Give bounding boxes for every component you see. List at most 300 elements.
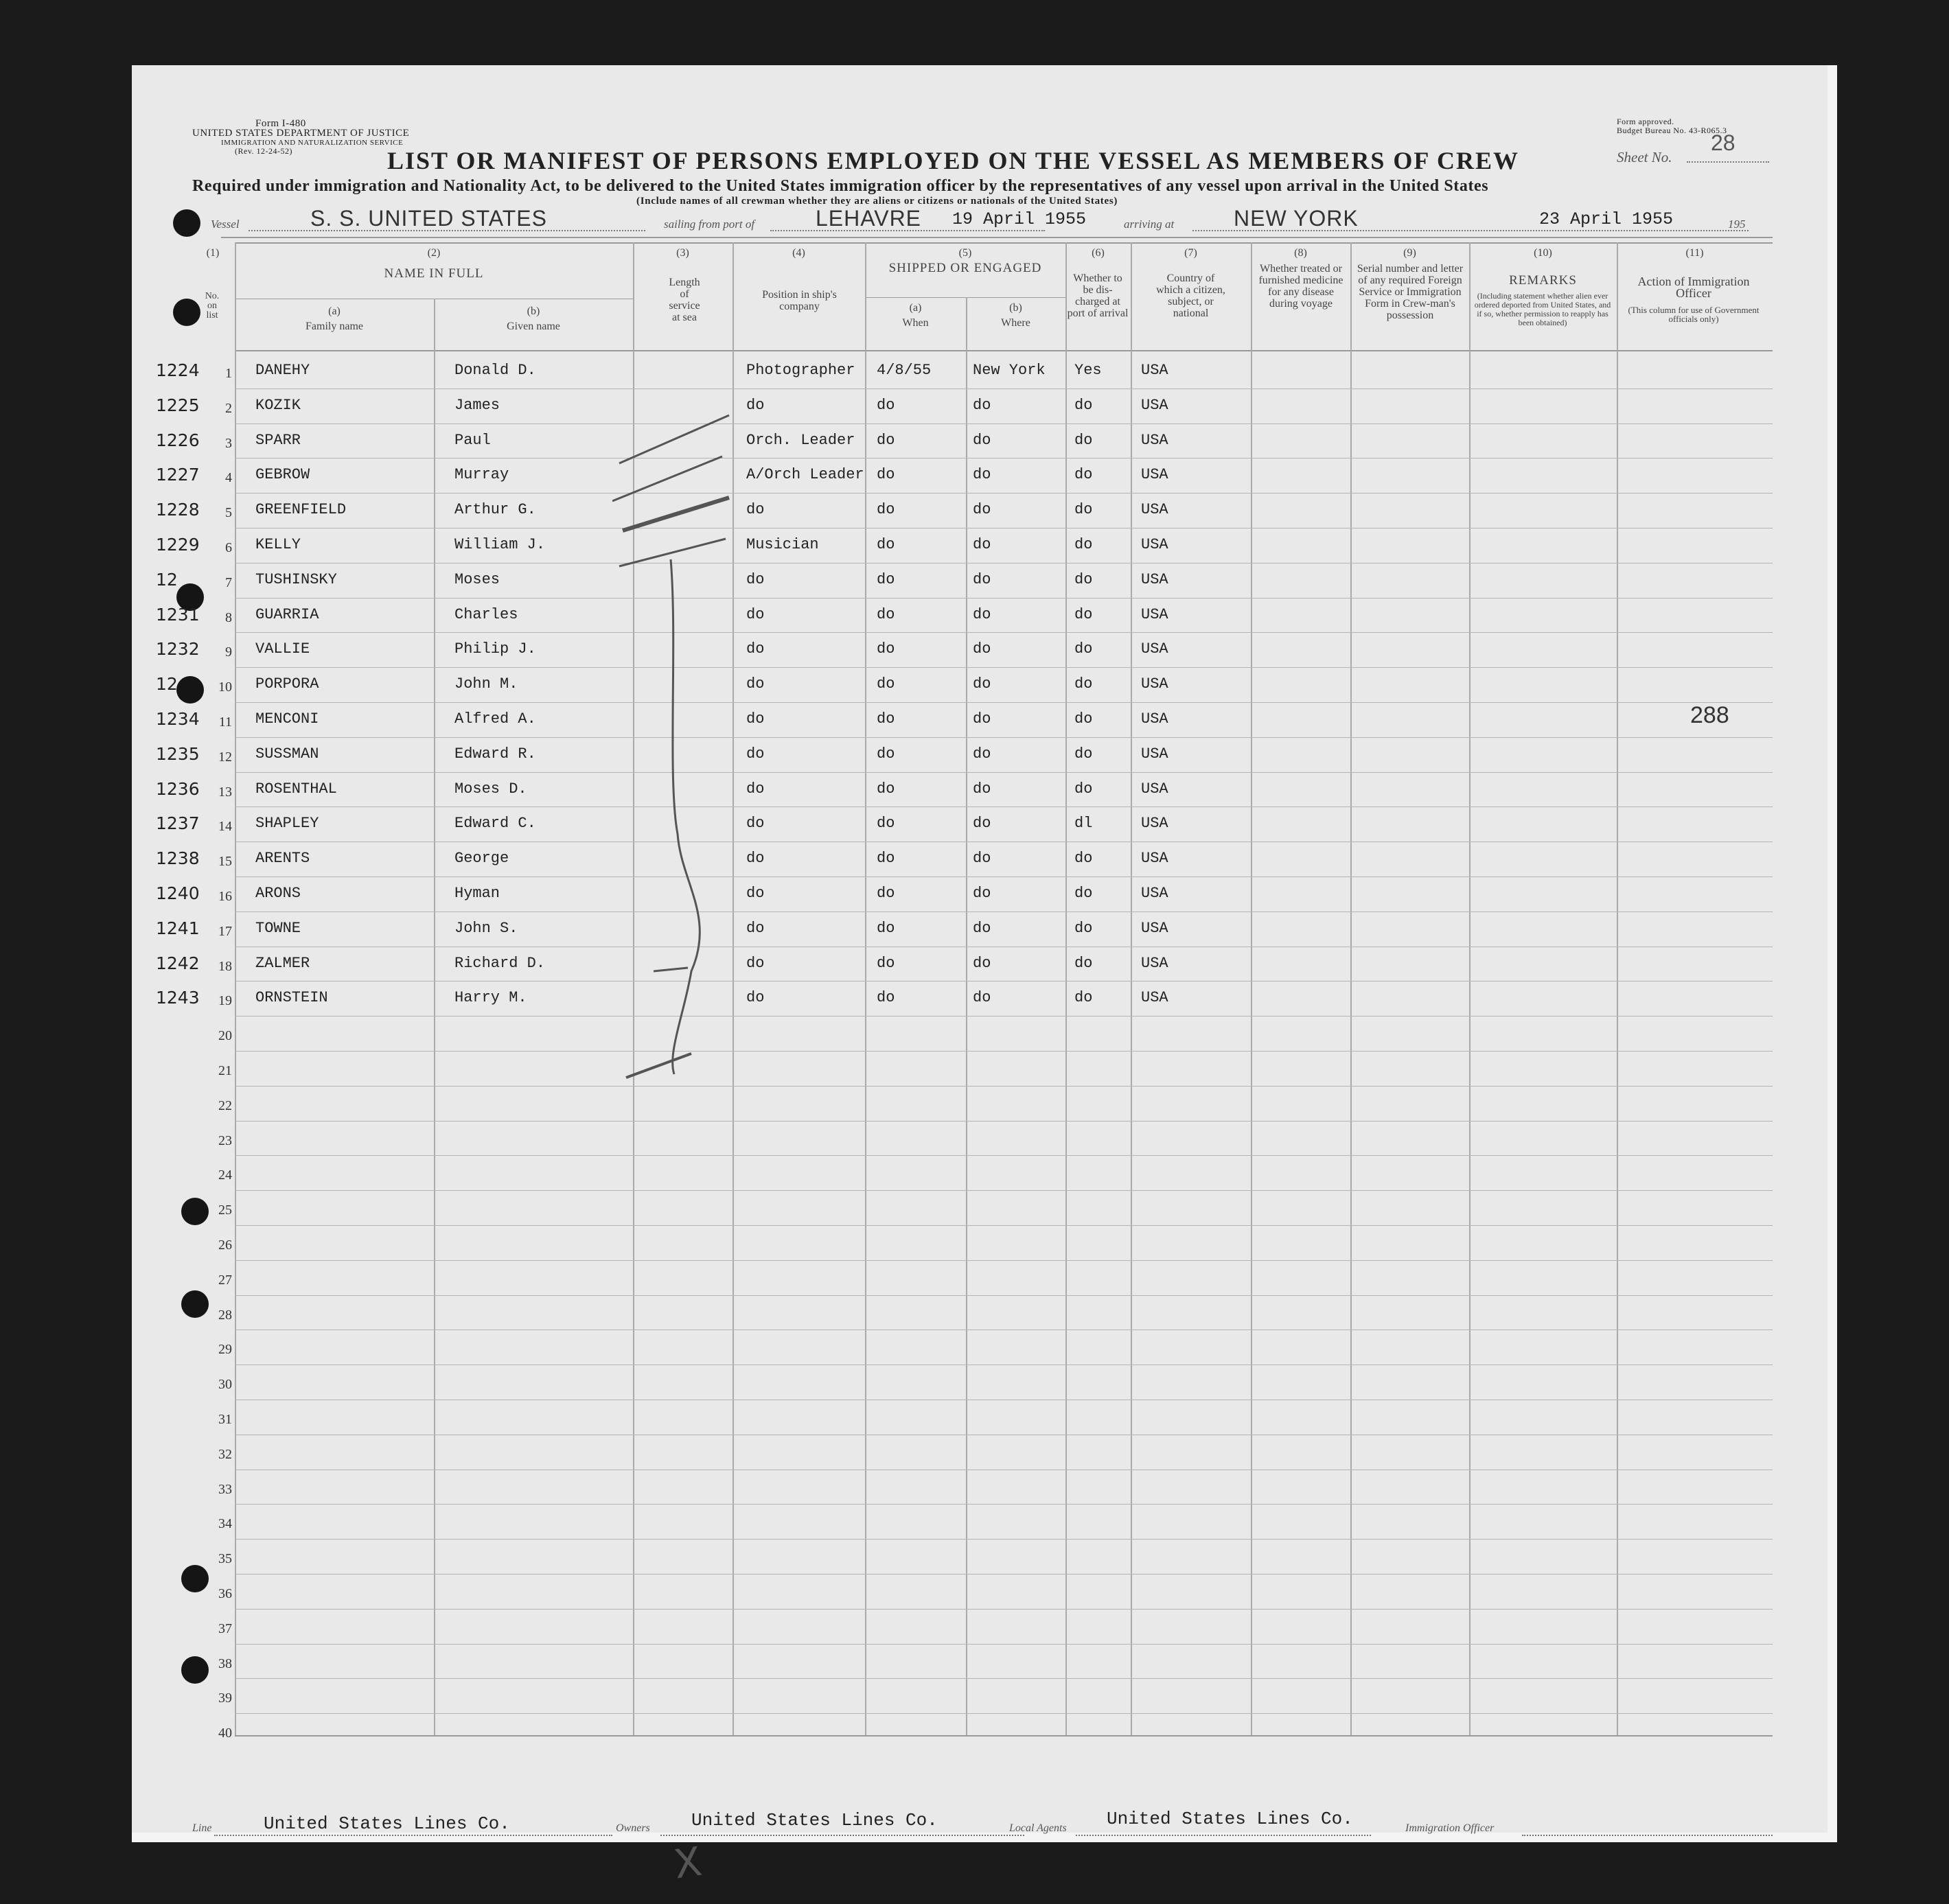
- punch-hole: [173, 299, 200, 326]
- cell-country: USA: [1141, 920, 1168, 937]
- cell-position: Photographer: [746, 362, 855, 379]
- table-row: [132, 841, 1827, 876]
- col9-header: Serial number and letter of any required Foreign Service or Immigration Form in Crew-man's possession: [1357, 263, 1464, 321]
- cell-when: do: [877, 850, 895, 867]
- cell-given: Moses D.: [454, 780, 527, 798]
- cell-country: USA: [1141, 989, 1168, 1006]
- table-row-empty: [132, 1190, 1827, 1224]
- cell-position: do: [746, 989, 765, 1006]
- row-number: 28: [218, 1308, 232, 1323]
- arriving-label: arriving at: [1124, 218, 1175, 231]
- cell-given: Edward R.: [454, 745, 536, 763]
- sheet-number: 28: [1711, 130, 1735, 155]
- col6-header: Whether to be dis-charged at port of arrival: [1067, 272, 1129, 319]
- cell-when: do: [877, 920, 895, 937]
- cell-discharge: do: [1074, 920, 1093, 937]
- row-number: 10: [218, 680, 232, 695]
- cell-country: USA: [1141, 885, 1168, 902]
- handwritten-crew-number: 1225: [156, 395, 200, 415]
- cell-where: do: [973, 850, 991, 867]
- cell-country: USA: [1141, 640, 1168, 658]
- cell-given: Arthur G.: [454, 501, 536, 518]
- cell-when: do: [877, 501, 895, 518]
- row-number: 34: [218, 1516, 232, 1531]
- handwritten-crew-number: 1228: [156, 500, 200, 520]
- col5a-num: (a): [909, 302, 922, 314]
- row-number: 19: [218, 993, 232, 1008]
- cell-where: do: [973, 920, 991, 937]
- cell-discharge: dl: [1074, 815, 1093, 832]
- cell-discharge: do: [1074, 466, 1093, 483]
- col3-num: (3): [676, 247, 689, 259]
- table-row-empty: [132, 1644, 1827, 1678]
- table-row-empty: [132, 1155, 1827, 1189]
- col4-num: (4): [792, 247, 805, 259]
- handwritten-crew-number: 12: [156, 570, 178, 590]
- col7-header: Country of which a citizen, subject, or national: [1156, 272, 1225, 319]
- cell-discharge: do: [1074, 850, 1093, 867]
- cell-where: do: [973, 397, 991, 414]
- table-row-empty: [132, 1574, 1827, 1608]
- cell-where: do: [973, 780, 991, 798]
- cell-country: USA: [1141, 710, 1168, 728]
- owners-rule: [660, 1835, 1024, 1836]
- table-row-empty: [132, 1400, 1827, 1434]
- budget-bureau: Budget Bureau No. 43-R065.3: [1617, 126, 1727, 135]
- cell-family: PORPORA: [255, 675, 319, 693]
- table-row-empty: [132, 1539, 1827, 1573]
- table-row-empty: [132, 1330, 1827, 1364]
- cell-where: do: [973, 955, 991, 972]
- cell-where: do: [973, 640, 991, 658]
- line-label: Line: [192, 1822, 212, 1834]
- cell-when: do: [877, 815, 895, 832]
- cell-country: USA: [1141, 536, 1168, 553]
- table-row: [132, 458, 1827, 492]
- cell-where: New York: [973, 362, 1046, 379]
- row-number: 13: [218, 785, 232, 800]
- cell-where: do: [973, 745, 991, 763]
- row-number: 11: [218, 715, 232, 730]
- col10-note: (Including statement whether alien ever ordered deported from United States, and if so, whether permission to reapply has been obtained): [1474, 291, 1611, 327]
- cell-country: USA: [1141, 432, 1168, 449]
- table-row: [132, 947, 1827, 981]
- col5a-header: When: [902, 317, 929, 329]
- handwritten-crew-number: 1240: [156, 883, 200, 903]
- cell-position: do: [746, 710, 765, 728]
- table-row: [132, 563, 1827, 597]
- cell-family: ARENTS: [255, 850, 310, 867]
- cell-given: James: [454, 397, 500, 414]
- row-number: 27: [218, 1273, 232, 1288]
- col5-header: SHIPPED OR ENGAGED: [888, 261, 1042, 275]
- cell-country: USA: [1141, 815, 1168, 832]
- col3-header: Length of service at sea: [669, 277, 700, 323]
- row-number: 23: [218, 1133, 232, 1148]
- row-number: 31: [218, 1412, 232, 1427]
- cell-given: John S.: [454, 920, 518, 937]
- table-row: [132, 912, 1827, 946]
- col1-num: (1): [206, 247, 220, 259]
- cell-given: George: [454, 850, 509, 867]
- handwritten-x-mark: X: [671, 1837, 705, 1888]
- cell-position: do: [746, 501, 765, 518]
- cell-where: do: [973, 675, 991, 693]
- cell-family: DANEHY: [255, 362, 310, 379]
- col2-num: (2): [427, 247, 441, 259]
- cell-given: Richard D.: [454, 955, 546, 972]
- row-number: 1: [225, 366, 232, 381]
- row-number: 4: [225, 470, 232, 485]
- row-number: 18: [218, 959, 232, 974]
- cell-given: Edward C.: [454, 815, 536, 832]
- table-row: [132, 528, 1827, 562]
- cell-when: 4/8/55: [877, 362, 932, 379]
- row-number: 30: [218, 1377, 232, 1392]
- table-row-empty: [132, 1504, 1827, 1538]
- cell-position: do: [746, 640, 765, 658]
- form-approved: Form approved.: [1617, 117, 1674, 126]
- form-subtitle: Required under immigration and Nationality Act, to be delivered to the United States immigration officer by the representatives of any vessel upon arrival in the United States: [192, 177, 1489, 195]
- pencil-bracket-mark: [612, 340, 770, 1095]
- row-number: 40: [218, 1726, 232, 1741]
- cell-when: do: [877, 640, 895, 658]
- col5-num: (5): [958, 247, 972, 259]
- vessel-label: Vessel: [211, 218, 240, 231]
- cell-discharge: do: [1074, 675, 1093, 693]
- cell-family: SHAPLEY: [255, 815, 319, 832]
- cell-country: USA: [1141, 397, 1168, 414]
- table-row: [132, 806, 1827, 841]
- cell-discharge: do: [1074, 501, 1093, 518]
- cell-family: TUSHINSKY: [255, 571, 337, 588]
- cell-discharge: do: [1074, 432, 1093, 449]
- table-row: [132, 772, 1827, 806]
- vessel-name: S. S. UNITED STATES: [310, 206, 547, 231]
- col5b-num: (b): [1009, 302, 1022, 314]
- cell-when: do: [877, 536, 895, 553]
- service: IMMIGRATION AND NATURALIZATION SERVICE: [221, 139, 404, 147]
- cell-position: do: [746, 397, 765, 414]
- table-row-empty: [132, 1435, 1827, 1469]
- agents-label: Local Agents: [1009, 1822, 1067, 1834]
- handwritten-crew-number: 1226: [156, 430, 200, 450]
- table-row-empty: [132, 1609, 1827, 1643]
- cell-given: Paul: [454, 432, 491, 449]
- col4-header: Position in ship's company: [762, 289, 837, 312]
- row-number: 33: [218, 1482, 232, 1497]
- handwritten-crew-number: 1235: [156, 744, 200, 764]
- col2b-num: (b): [527, 305, 540, 317]
- cell-given: Charles: [454, 606, 518, 623]
- cell-country: USA: [1141, 501, 1168, 518]
- line-value: United States Lines Co.: [264, 1813, 510, 1834]
- department: UNITED STATES DEPARTMENT OF JUSTICE: [192, 128, 410, 139]
- cell-where: do: [973, 466, 991, 483]
- col1-header: No. on list: [205, 291, 220, 321]
- rule: [235, 350, 1773, 351]
- col11-note: (This column for use of Government officials only): [1628, 305, 1760, 324]
- vessel-line: [249, 230, 645, 231]
- table-row: [132, 423, 1827, 458]
- cell-when: do: [877, 571, 895, 588]
- handwritten-crew-number: 1231: [156, 605, 200, 625]
- col2-header: NAME IN FULL: [384, 266, 484, 281]
- cell-given: Hyman: [454, 885, 500, 902]
- cell-position: do: [746, 815, 765, 832]
- cell-discharge: do: [1074, 745, 1093, 763]
- departure-port: LEHAVRE: [816, 206, 922, 231]
- row-number: 26: [218, 1238, 232, 1253]
- table-row-empty: [132, 1713, 1827, 1748]
- cell-discharge: do: [1074, 710, 1093, 728]
- cell-where: do: [973, 536, 991, 553]
- cell-position: Musician: [746, 536, 819, 553]
- handwritten-crew-number: 12: [156, 674, 178, 694]
- cell-discharge: do: [1074, 640, 1093, 658]
- row-number: 3: [225, 436, 232, 451]
- cell-discharge: Yes: [1074, 362, 1102, 379]
- officer-rule: [1522, 1835, 1773, 1836]
- sheet-label: Sheet No.: [1617, 149, 1672, 165]
- officer-label: Immigration Officer: [1405, 1822, 1495, 1834]
- cell-where: do: [973, 815, 991, 832]
- cell-when: do: [877, 955, 895, 972]
- cell-given: Alfred A.: [454, 710, 536, 728]
- cell-given: Moses: [454, 571, 500, 588]
- cell-country: USA: [1141, 780, 1168, 798]
- cell-when: do: [877, 885, 895, 902]
- handwritten-crew-number: 1241: [156, 918, 200, 938]
- cell-position: do: [746, 920, 765, 937]
- cell-when: do: [877, 780, 895, 798]
- col2b-header: Given name: [507, 321, 560, 332]
- handwritten-crew-number: 1234: [156, 709, 200, 729]
- cell-family: SPARR: [255, 432, 301, 449]
- cell-discharge: do: [1074, 780, 1093, 798]
- cell-family: ORNSTEIN: [255, 989, 328, 1006]
- cell-given: Philip J.: [454, 640, 536, 658]
- cell-family: TOWNE: [255, 920, 301, 937]
- table-row-empty: [132, 1678, 1827, 1713]
- officer-remark: 288: [1690, 702, 1729, 728]
- rule: [235, 1735, 1773, 1737]
- cell-when: do: [877, 675, 895, 693]
- col2a-num: (a): [328, 305, 341, 317]
- cell-family: GREENFIELD: [255, 501, 347, 518]
- cell-when: do: [877, 466, 895, 483]
- cell-when: do: [877, 710, 895, 728]
- table-row: [132, 353, 1827, 388]
- cell-given: Harry M.: [454, 989, 527, 1006]
- table-row-empty: [132, 1365, 1827, 1399]
- cell-position: do: [746, 745, 765, 763]
- table-row: [132, 667, 1827, 701]
- cell-position: A/Orch Leader: [746, 466, 864, 483]
- row-number: 29: [218, 1342, 232, 1357]
- cell-discharge: do: [1074, 885, 1093, 902]
- cell-family: ROSENTHAL: [255, 780, 337, 798]
- cell-when: do: [877, 432, 895, 449]
- cell-family: GEBROW: [255, 466, 310, 483]
- cell-country: USA: [1141, 955, 1168, 972]
- row-number: 22: [218, 1098, 232, 1113]
- form-number: Form I-480: [255, 118, 306, 129]
- cell-country: USA: [1141, 466, 1168, 483]
- row-number: 15: [218, 854, 232, 869]
- cell-position: do: [746, 675, 765, 693]
- row-number: 32: [218, 1447, 232, 1462]
- cell-family: KOZIK: [255, 397, 301, 414]
- sailing-label: sailing from port of: [664, 218, 755, 231]
- arrival-line: [1192, 230, 1749, 231]
- col2a-header: Family name: [305, 321, 363, 332]
- table-row: [132, 702, 1827, 736]
- col11-header: Action of Immigration Officer: [1637, 275, 1750, 300]
- table-row: [132, 388, 1827, 423]
- row-number: 38: [218, 1656, 232, 1671]
- form-title: LIST OR MANIFEST OF PERSONS EMPLOYED ON THE VESSEL AS MEMBERS OF CREW: [387, 147, 1519, 174]
- sailing-date: 19 April 1955: [952, 209, 1087, 229]
- table-row-empty: [132, 1260, 1827, 1295]
- rule: [221, 237, 1773, 238]
- cell-position: do: [746, 571, 765, 588]
- row-number: 14: [218, 819, 232, 834]
- table-row-empty: [132, 1016, 1827, 1050]
- table-row: [132, 598, 1827, 632]
- col10-num: (10): [1534, 247, 1552, 259]
- row-number: 7: [225, 575, 232, 590]
- row-number: 36: [218, 1586, 232, 1601]
- cell-country: USA: [1141, 362, 1168, 379]
- table-row: [132, 737, 1827, 771]
- cell-when: do: [877, 397, 895, 414]
- cell-country: USA: [1141, 571, 1168, 588]
- manifest-sheet: [132, 65, 1837, 1888]
- row-number: 8: [225, 610, 232, 625]
- col6-num: (6): [1092, 247, 1105, 259]
- table-row-empty: [132, 1051, 1827, 1085]
- col9-num: (9): [1403, 247, 1416, 259]
- handwritten-crew-number: 1238: [156, 848, 200, 868]
- rule: [235, 242, 1773, 244]
- sheet-line: [1687, 161, 1769, 163]
- cell-position: Orch. Leader: [746, 432, 855, 449]
- table-row-empty: [132, 1295, 1827, 1330]
- cell-family: SUSSMAN: [255, 745, 319, 763]
- form-subnote: (Include names of all crewman whether they are aliens or citizens or nationals of the United States): [636, 196, 1118, 207]
- cell-country: USA: [1141, 745, 1168, 763]
- row-number: 24: [218, 1168, 232, 1183]
- cell-country: USA: [1141, 850, 1168, 867]
- cell-given: William J.: [454, 536, 546, 553]
- table-row: [132, 876, 1827, 911]
- cell-when: do: [877, 989, 895, 1006]
- agents-rule: [1076, 1835, 1371, 1836]
- owners-label: Owners: [616, 1822, 650, 1834]
- handwritten-crew-number: 1227: [156, 465, 200, 485]
- line-rule: [214, 1835, 612, 1836]
- col8-header: Whether treated or furnished medicine for any disease during voyage: [1258, 263, 1343, 310]
- year-label: 195: [1728, 218, 1746, 231]
- arrival-port: NEW YORK: [1234, 206, 1359, 231]
- revision: (Rev. 12-24-52): [235, 146, 293, 156]
- owners-value: United States Lines Co.: [691, 1810, 938, 1831]
- cell-position: do: [746, 850, 765, 867]
- cell-where: do: [973, 606, 991, 623]
- col5b-header: Where: [1001, 317, 1030, 329]
- handwritten-crew-number: 1242: [156, 953, 200, 973]
- row-number: 2: [225, 401, 232, 416]
- cell-where: do: [973, 885, 991, 902]
- table-row: [132, 493, 1827, 527]
- col11-num: (11): [1685, 247, 1704, 259]
- row-number: 20: [218, 1028, 232, 1043]
- handwritten-crew-number: 1229: [156, 535, 200, 555]
- row-number: 12: [218, 750, 232, 765]
- cell-position: do: [746, 606, 765, 623]
- handwritten-crew-number: 1236: [156, 779, 200, 799]
- cell-where: do: [973, 710, 991, 728]
- agents-value: United States Lines Co.: [1107, 1809, 1353, 1829]
- cell-position: do: [746, 885, 765, 902]
- handwritten-crew-number: 1243: [156, 988, 200, 1008]
- col8-num: (8): [1294, 247, 1307, 259]
- cell-discharge: do: [1074, 955, 1093, 972]
- table-row-empty: [132, 1086, 1827, 1120]
- table-row-empty: [132, 1225, 1827, 1259]
- handwritten-crew-number: 1224: [156, 360, 200, 380]
- row-number: 37: [218, 1621, 232, 1636]
- cell-discharge: do: [1074, 989, 1093, 1006]
- sailing-line: [770, 230, 1045, 231]
- cell-when: do: [877, 745, 895, 763]
- cell-country: USA: [1141, 606, 1168, 623]
- row-number: 39: [218, 1691, 232, 1706]
- row-number: 35: [218, 1551, 232, 1566]
- cell-position: do: [746, 955, 765, 972]
- row-number: 21: [218, 1063, 232, 1078]
- cell-discharge: do: [1074, 397, 1093, 414]
- table-row: [132, 632, 1827, 666]
- cell-country: USA: [1141, 675, 1168, 693]
- table-row-empty: [132, 1470, 1827, 1504]
- row-number: 25: [218, 1203, 232, 1218]
- row-number: 6: [225, 540, 232, 555]
- table-row: [132, 981, 1827, 1015]
- cell-discharge: do: [1074, 606, 1093, 623]
- cell-given: Murray: [454, 466, 509, 483]
- col7-num: (7): [1184, 247, 1197, 259]
- cell-when: do: [877, 606, 895, 623]
- table-row-empty: [132, 1121, 1827, 1155]
- cell-where: do: [973, 501, 991, 518]
- cell-where: do: [973, 989, 991, 1006]
- row-number: 9: [225, 645, 232, 660]
- cell-where: do: [973, 571, 991, 588]
- cell-family: VALLIE: [255, 640, 310, 658]
- row-number: 17: [218, 924, 232, 939]
- handwritten-crew-number: 1237: [156, 813, 200, 833]
- cell-family: ZALMER: [255, 955, 310, 972]
- arrival-date: 23 April 1955: [1539, 209, 1674, 229]
- cell-family: GUARRIA: [255, 606, 319, 623]
- col10-header: REMARKS: [1509, 273, 1577, 288]
- punch-hole: [173, 209, 200, 237]
- handwritten-crew-number: 1232: [156, 639, 200, 659]
- cell-family: ARONS: [255, 885, 301, 902]
- cell-given: Donald D.: [454, 362, 536, 379]
